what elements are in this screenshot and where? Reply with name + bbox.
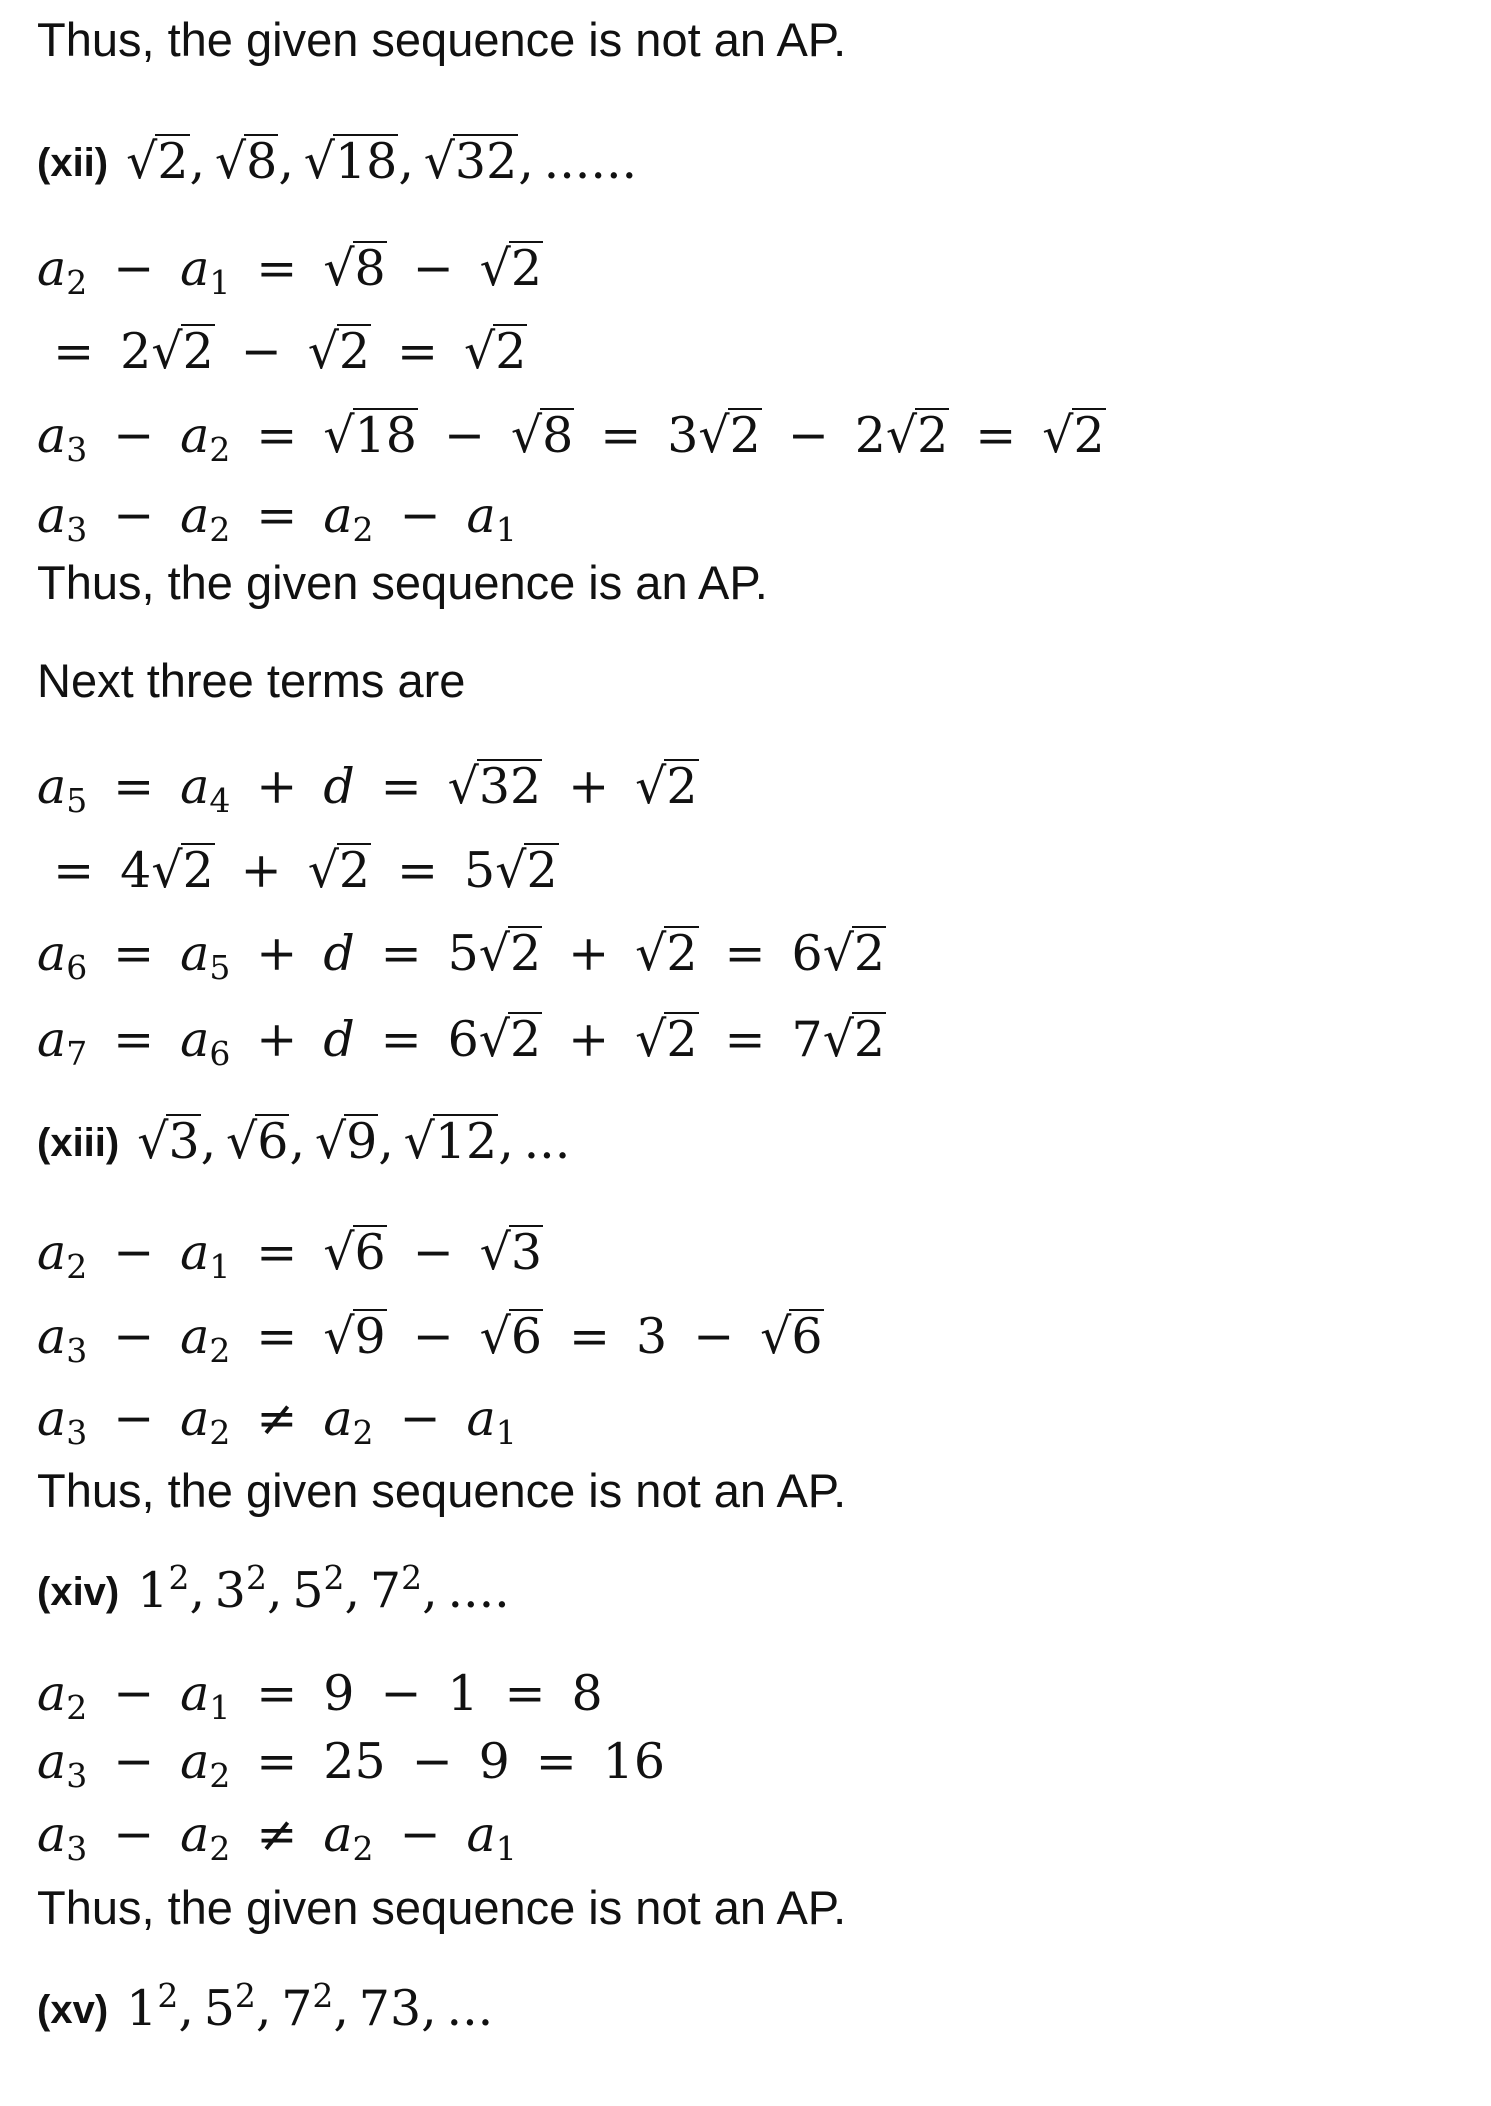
radical: √8 [214,133,278,190]
problem-label: (xii) [37,141,109,185]
radical: √2 [822,925,886,982]
line-7: Next three terms are [37,654,466,707]
radical: √2 [307,323,371,380]
radical: √2 [635,925,698,982]
radical: √9 [314,1113,378,1170]
line-6: Thus, the given sequence is an AP. [37,556,768,609]
line-20: $a_3$ − $a_2$ ≠ $a_2$ − $a_1$ [37,1806,517,1869]
line-10: $a_6$ = $a_5$ + d = 5√2 + √2 = 6√2 [37,925,886,988]
radical: √2 [635,1011,698,1068]
radical: √2 [126,133,189,190]
radical: √32 [423,133,518,190]
line-21: Thus, the given sequence is not an AP. [37,1881,847,1934]
radical: √2 [464,323,527,380]
radical: √2 [1042,407,1105,464]
radical: √6 [479,1308,543,1365]
problem-xiv [37,1557,510,1619]
radical: √3 [479,1224,543,1281]
radical: √2 [479,240,543,297]
line-19: $a_3$ − $a_2$ = 25 − 9 = 16 [37,1733,666,1796]
line-14: $a_3$ − $a_2$ = √9 − √6 = 3 − √6 [37,1308,823,1371]
line-13: $a_2$ − $a_1$ = √6 − √3 [37,1224,543,1287]
problem-label: (xv) [37,1988,109,2032]
radical: √6 [323,1224,386,1281]
radical: √2 [151,323,214,380]
sequence-math: √2, √8, √18, √32, ...... [126,133,638,190]
radical: √2 [698,407,761,464]
radical: √8 [510,407,574,464]
radical: √18 [303,133,398,190]
line-18: $a_2$ − $a_1$ = 9 − 1 = 8 [37,1665,603,1728]
problem-xiii [37,1113,570,1170]
radical: √6 [760,1308,823,1365]
line-15: $a_3$ − $a_2$ ≠ $a_2$ − $a_1$ [37,1390,517,1453]
line-9: = 4√2 + √2 = 5√2 [37,842,558,899]
sequence-math: $1^2$, $5^2$, $7^2$, 73, ... [126,1975,494,2037]
radical: √2 [822,1011,886,1068]
line-2: $a_2$ − $a_1$ = √8 − √2 [37,240,543,303]
radical: √2 [151,842,214,899]
radical: √2 [307,842,371,899]
radical: √18 [323,407,417,464]
problem-label: (xiv) [37,1570,120,1614]
line-11: $a_7$ = $a_6$ + d = 6√2 + √2 = 7√2 [37,1011,886,1074]
radical: √8 [323,240,386,297]
sequence-math: √3, √6, √9, √12, ... [137,1113,571,1170]
radical: √6 [226,1113,289,1170]
radical: √32 [447,758,542,815]
line-5: $a_3$ − $a_2$ = $a_2$ − $a_1$ [37,487,517,550]
radical: √2 [478,1011,542,1068]
line-8: $a_5$ = $a_4$ + d = √32 + √2 [37,758,698,821]
problem-xv [37,1975,494,2037]
radical: √2 [885,407,949,464]
radical: √2 [495,842,558,899]
sequence-math: $1^2$, $3^2$, $5^2$, $7^2$, .... [137,1557,510,1619]
radical: √2 [635,758,698,815]
line-0: Thus, the given sequence is not an AP. [37,13,847,66]
problem-xii [37,133,637,190]
line-16: Thus, the given sequence is not an AP. [37,1464,847,1517]
radical: √3 [137,1113,200,1170]
radical: √2 [478,925,542,982]
radical: √9 [323,1308,386,1365]
line-4: $a_3$ − $a_2$ = √18 − √8 = 3√2 − 2√2 = √2 [37,407,1105,470]
line-3: = 2√2 − √2 = √2 [37,323,527,380]
radical: √12 [403,1113,498,1170]
problem-label: (xiii) [37,1121,120,1165]
